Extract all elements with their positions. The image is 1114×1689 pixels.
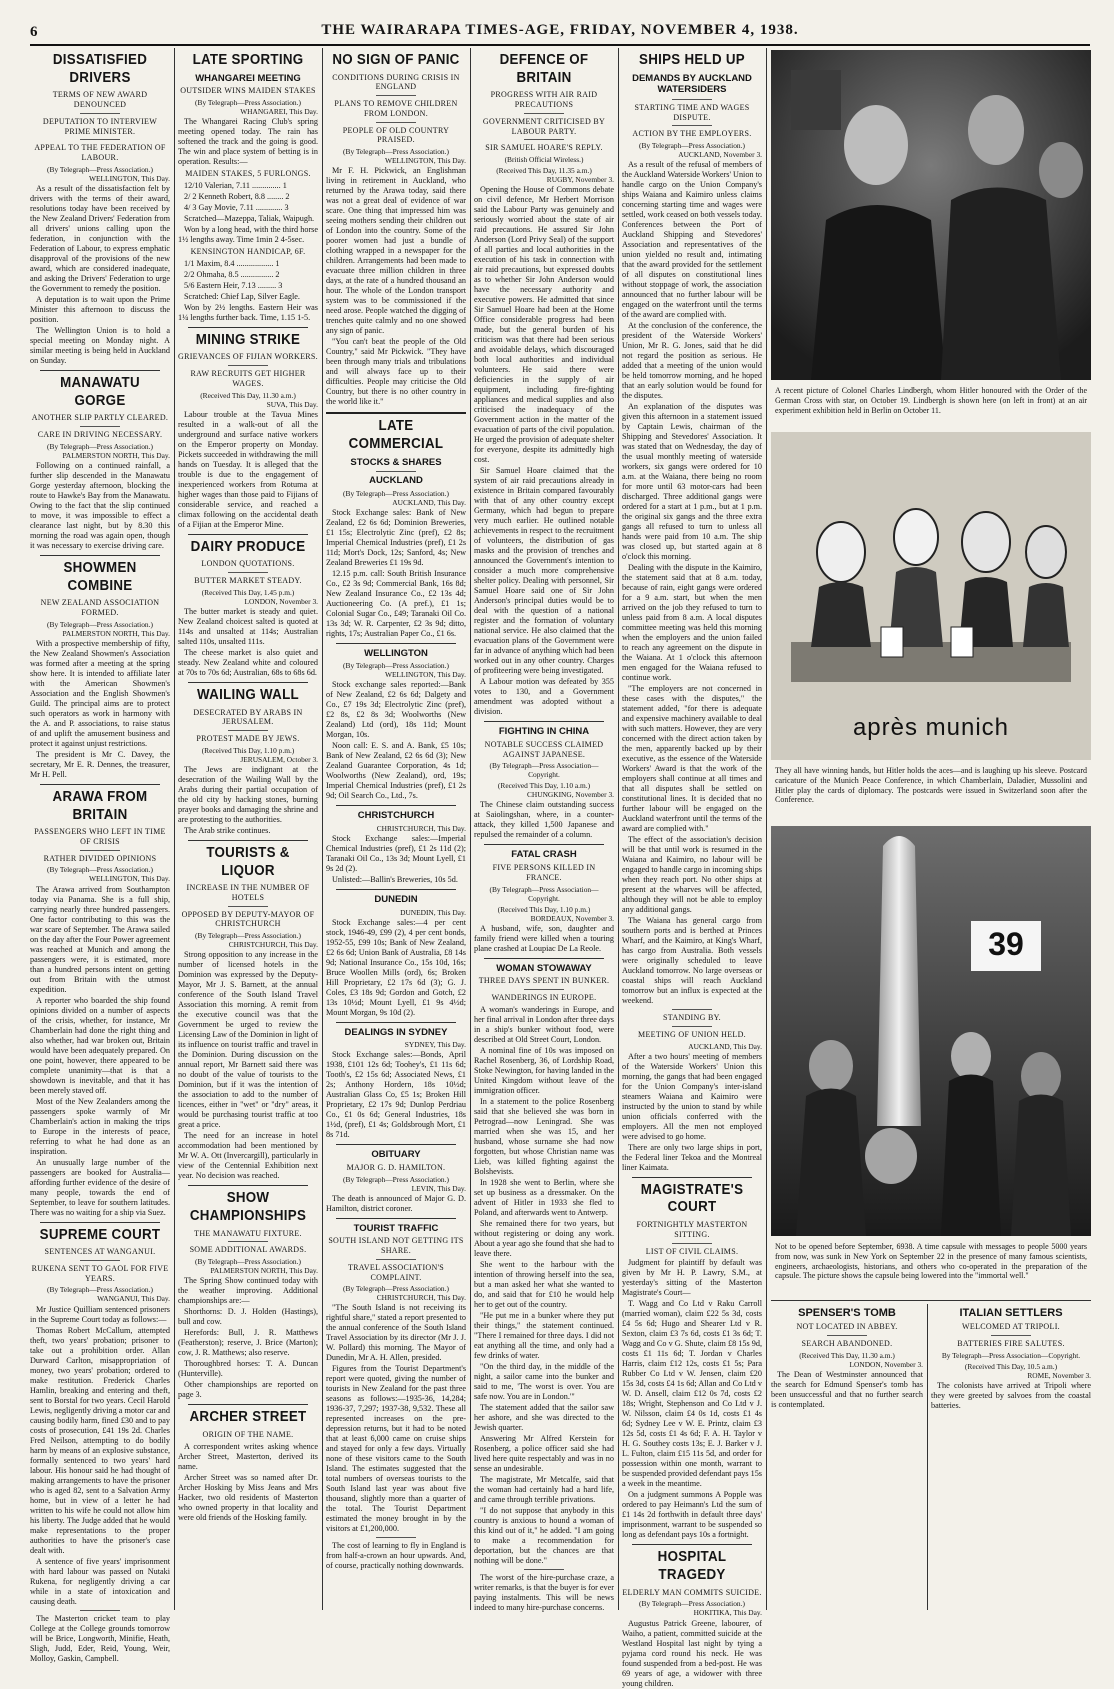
divider <box>376 1537 416 1538</box>
credit-line: (By Telegraph—Press Association.) <box>639 1599 745 1609</box>
subheadline: AUCKLAND <box>369 475 423 487</box>
subheadline: WANDERINGS IN EUROPE. <box>491 992 597 1002</box>
subheadline: RATHER DIVIDED OPINIONS <box>43 853 157 863</box>
subheadline: NEW ZEALAND ASSOCIATION FORMED. <box>40 598 160 617</box>
paragraph: At the conclusion of the conference, the president of the Waterside Workers' Union, Mr R. G. Jones, said that he did not regard the position as serious. He added that a meeting of the union would be held tomorrow morning, and he hoped that an early solution would be found for the disputes. <box>622 321 762 401</box>
dateline: AUCKLAND, This Day. <box>688 1041 762 1051</box>
divider <box>188 682 308 683</box>
subheadline: RAW RECRUITS GET HIGHER WAGES. <box>190 369 306 388</box>
paragraph: An unusually large number of the passengers are booked for Australia—affording further evidence of the desire of many people, towards the end of September, to leave for southern latitudes. There was no waiting for a ship via Suez. <box>30 1157 170 1217</box>
paragraph: As a result of the dissatisfaction felt by drivers with the terms of their award, resolutions today have been received by the New Zealand Drivers' Federation from all drivers' unions calling upon the federation, in conjunction with the Federation of Labour, to express emphatic disapproval of the provisions of the new award, which are considered inadequate, and asking the Drivers' Federation to urge the Government to remedy the position. <box>30 183 170 293</box>
paragraph: The statement added that the sailor saw her ashore, and she was directed to the Jewish quarter. <box>474 1402 614 1432</box>
credit-line: (British Official Wireless.) <box>504 155 584 165</box>
credit-line: (By Telegraph—Press Association.) <box>195 1257 301 1267</box>
paragraph: Sir Samuel Hoare claimed that the system of air raid precautions already in existence in Britain compared favourably with that of any other country except Germany, which had begun to prepare very much earlier. He outlined notable achievements in respect to the recruitment of volunteers, the distribution of gas masks and the provision of trenches and announced the Government's intention to consider a much more comprehensive shelter policy. Dealing with personnel, Sir Samuel Hoare said one of Sir John Anderson's principal duties would be to deal with the question of a national register and the formation of voluntary national service. He also claimed that the evacuation plans of the Government were far in advance of anything which had been worked out in any other country. Charges of profiteering were being investigated. <box>474 466 614 676</box>
column-5 <box>622 48 767 1688</box>
subheadline: TRAVEL ASSOCIATION'S COMPLAINT. <box>347 1262 445 1282</box>
credit-line: (Received This Day, 1.10 p.m.) <box>497 904 591 914</box>
divider <box>524 989 564 990</box>
divider <box>336 889 456 890</box>
subheadline: GRIEVANCES OF FIJIAN WORKERS. <box>178 352 318 362</box>
paragraph: She remained there for two years, but without registering or doing any work. About a year ago she found that she had to leave there. <box>474 1218 614 1258</box>
divider <box>484 721 604 722</box>
subheadline: MEETING OF UNION HELD. <box>638 1029 746 1039</box>
masthead-rule <box>30 44 1090 46</box>
divider <box>484 958 604 959</box>
headline: DISSATISFIED DRIVERS <box>52 52 148 86</box>
divider <box>188 1185 308 1186</box>
spenser-article <box>771 1304 928 1610</box>
divider <box>827 1335 867 1336</box>
paragraph: The magistrate, Mr Metcalfe, said that the woman had certainly had a hard life, and came through terrible privations. <box>474 1474 614 1504</box>
dateline: WANGANUI, This Day. <box>97 1294 170 1304</box>
paragraph: Stock Exchange sales:—4 per cent stock, 1946-49, £99 (2), 4 per cent bonds, 1952-55, £99 10s; Bank of New Zealand, £2 6s 6d; Union Bank of Australia, £8 14s 9d; National Insurance Co., 15s 10d, 16s; Bruce Woollen Mills (ord), 6s; Broken Hill Proprietary, £2 17s 6d (3); G. J. Coles, £3 18s 9d; Gordon and Gotch, £2 13s 10½d; Mount Lyell, £1 9s 4½d; Mount Morgan, 9s 10d (2). <box>326 917 466 1017</box>
credit-line: (By Telegraph—Press Association.) <box>195 931 301 941</box>
credit-line: (Received This Day, 11.30 a.m.) <box>200 390 296 400</box>
paragraph: "The employers are not concerned in these cases with the disputes," the statement added, "for there is adequate and expensive machinery available to deal with such matters. However, they are very concerned with the direct action taken by the men, apparently backed up by their executive, as the essence of the Waterside Workers' Award is that the work of the employers shall continue at all times and that all disputes shall be settled on constitutional lines. It is decided that no further labour will be engaged on the Auckland waterfront until the terms of the award are complied with." <box>622 684 762 834</box>
dateline: SUVA, This Day. <box>266 399 318 409</box>
paragraph: Most of the New Zealanders among the passengers spoke warmly of Mr Chamberlain's action in making the trips to Europe in the interests of peace, referring to what he had done as an inspiration. <box>30 1096 170 1156</box>
paragraph: Won by a long head, with the third horse 1½ lengths away. Time 1min 2 4-5sec. <box>178 224 318 244</box>
headline: ARAWA FROM BRITAIN <box>52 788 148 823</box>
subheadline: LONDON QUOTATIONS. <box>201 559 295 569</box>
credit-line: (By Telegraph—Press Association—Copyright. <box>489 761 599 780</box>
paragraph: With a prospective membership of fifty, the New Zealand Showmen's Association was formed after a meeting at the spring show here. It is intended to affiliate later with the American Showmen's Association and the English Showmen's Guild. The principal aims are to protect such operators as work in harmony with the A. and P. associations, to raise status of and uplift the amusement business and protect it against unjust restrictions. <box>30 638 170 748</box>
divider <box>228 572 268 573</box>
column-1 <box>30 48 175 1663</box>
time-capsule-illustration <box>771 826 1091 1236</box>
subheadline: FIVE PERSONS KILLED IN FRANCE. <box>492 863 596 882</box>
credit-line: (By Telegraph—Press Association.) <box>47 441 153 451</box>
divider <box>524 113 564 114</box>
paragraph: The colonists have arrived at Tripoli where they were greeted by salvoes from the coastal batteries. <box>931 1381 1091 1410</box>
credit-line: (By Telegraph—Press Association.) <box>639 141 745 151</box>
credit-line: (By Telegraph—Press Association.) <box>47 164 153 174</box>
capsule-number: 39 <box>988 926 1024 962</box>
credit-line: (Received This Day, 1.10 p.m.) <box>201 745 295 755</box>
dateline: AUCKLAND, This Day. <box>392 497 466 507</box>
headline: SPENSER'S TOMB <box>798 1307 896 1319</box>
dateline: PALMERSTON NORTH, This Day. <box>62 450 170 460</box>
paragraph: A reporter who boarded the ship found opinions divided on a number of aspects of the crisis, whether, for instance, Mr Chamberlain had done the right thing and also whether, had war broken out, Britain would have been adequately prepared. On one point, however, there appeared to be complete unanimity—that is that a showdown is inevitable, and that it has been merely staved off. <box>30 995 170 1095</box>
dateline: PALMERSTON NORTH, This Day. <box>210 1266 318 1276</box>
divider <box>336 1022 456 1023</box>
paragraph: Following on a continued rainfall, a further slip descended in the Manawatu Gorge yesterday afternoon, blocking the route to Hawke's Bay from the Manawatu. Owing to the fact that the slip continued to move, it was impossible to effect a clearance last night, but by 8.30 this morning the road was again open, though it was necessary to exercise driving care. <box>30 460 170 550</box>
divider <box>672 1243 712 1244</box>
credit-line: (Received This Day, 11.30 a.m.) <box>799 1350 895 1360</box>
divider <box>336 1144 456 1145</box>
time-capsule-photo <box>771 826 1091 1236</box>
headline: DUNEDIN <box>374 894 418 906</box>
paragraph: T. Wagg and Co Ltd v Raku Carroll (married woman), claim £22 5s 3d, costs £4 5s 6d; Hugo and Shearer Ltd v R. Sexton, claim £3 7s 6d, costs £1 3s 6d; T. Wagg and Co v G. Shute, claim £8 15s 9d, costs £1 11s 6d; T. Jordan v Charles Harris, claim £12 12s, costs £1 5s; Para Rubber Co Ltd v W. Jensen, claim £20 15s 3d, costs £4 1s 6d; Allan and Co Ltd v W. D. Ansell, claim £12 0s 7d, costs £2 18s; Wright, Stephenson and Co Ltd v J. W. Nilsson, claim £4 0s 1d, costs £1 4s 6d; Sydney Lee v W. E. Printz, claim £3 12s 5d, costs £1 4s 6d; F. A. H. Taylor v H. G. Southey costs 13s; E. J. Barker v J. L. Fulton, claim £15 11s 5d, and order for possession within one month, warrant to be suspended provided defendant pays 15s a week in the meantime. <box>622 1299 762 1489</box>
divider <box>376 1259 416 1260</box>
subheadline: DEMANDS BY AUCKLAND WATERSIDERS <box>632 72 752 96</box>
paragraph: Unlisted:—Ballin's Breweries, 10s 5d. <box>332 875 458 885</box>
paragraph: The effect of the association's decision will be that until work is resumed in the Waiana and Kaimiro, no labour will be engaged to handle cargo in incoming ships when they reach port. No other ships at present at the wharves will be affected, although they will not be able to employ any additional gangs. <box>622 835 762 915</box>
paragraph: The cost of learning to fly in England is from half-a-crown an hour upwards. And, of course, practically nothing downwards. <box>326 1541 466 1571</box>
subheadline: CONDITIONS DURING CRISIS IN ENGLAND <box>332 72 460 92</box>
divider <box>188 1404 308 1405</box>
subheadline: FORTNIGHTLY MASTERTON SITTING. <box>636 1220 748 1239</box>
paragraph: In a statement to the police Rosenberg said that she believed she was born in Petrograd—now Leningrad. She was married when she was 15, and her husband, whose surname she had now forgotten, but whose Christian name was Lieb, was killed fighting against the Bolshevists. <box>474 1096 614 1176</box>
race-result: 1/1 Maxim, 8.4 .................. 1 <box>184 258 280 268</box>
headline: MANAWATU GORGE <box>60 374 140 409</box>
lindbergh-photo-illustration <box>771 50 1091 380</box>
headline: FATAL CRASH <box>511 849 577 861</box>
divider <box>991 1335 1031 1336</box>
paragraph: As a result of the refusal of members of the Auckland Waterside Workers' Union to handle cargo on the Union Company's ships Waiana and Kaimiro unless claims concerning starting time and wages were settled, work ceased on both vessels today. Conferences between the Port of Auckland Shipping and Stevedores' Association and representatives of the union yielded no result and, intimating that the award provided for the settlement of all disputes on constitutional lines without stoppage of work, the association announced that no further labour will be engaged on the waterfront until the terms of the award are complied with. <box>622 160 762 320</box>
dateline: SYDNEY, This Day. <box>404 1040 466 1050</box>
divider <box>672 1026 712 1027</box>
subheadline: PEOPLE OF OLD COUNTRY PRAISED. <box>342 125 450 145</box>
paragraph: She went to the harbour with the intention of throwing herself into the sea, but a man asked her what she wanted to do, and said that for £10 he would help her to get out of the country. <box>474 1259 614 1309</box>
divider <box>336 1218 456 1219</box>
paragraph: A husband, wife, son, daughter and family friend were killed when a touring plane crashed at Loupiac De La Reole. <box>474 923 614 953</box>
subheadline: PROGRESS WITH AIR RAID PRECAUTIONS <box>490 90 598 110</box>
headline: SUPREME COURT <box>39 1226 161 1243</box>
divider <box>80 113 120 114</box>
dateline: CHRISTCHURCH, This Day. <box>376 824 466 834</box>
divider <box>376 471 416 472</box>
divider <box>40 555 160 556</box>
paragraph: Figures from the Tourist Department's report were quoted, giving the number of tourists in New Zealand for the past three seasons as follows:—1935-36, 14,284; 1936-37, 7,297; 1937-38, 9,532. These all represented increases on the pre-depression returns, but it had to be noted that at least 6,000 came on cruise ships and stayed for only a few days. Virtually none of these visitors came to the South Island. The estimates suggested that the total numbers of overseas tourists to the South Island last year was about five thousand, slightly more than a quarter of the total. The Tourist Department estimated the money brought in by the visitors at £1,200,000. <box>326 1364 466 1534</box>
divider <box>376 95 416 96</box>
dateline: WELLINGTON, This Day. <box>89 874 170 884</box>
divider <box>524 1569 564 1570</box>
paragraph: Judgment for plaintiff by default was given by Mr H. P. Lawry, S.M., at yesterday's sitting of the Masterton Magistrate's Court— <box>622 1258 762 1298</box>
paragraph: On a judgment summons A Popple was ordered to pay Heimann's Ltd the sum of £1 14s 2d forthwith in default three days' imprisonment, warrant to be suspended so long as defendant pays 10s a fortnight. <box>622 1490 762 1540</box>
headline: SHIPS HELD UP <box>639 52 745 68</box>
credit-line: (Received This Day, 1.10 a.m.) <box>497 781 591 791</box>
dateline: ROME, November 3. <box>1027 1370 1091 1380</box>
headline: SHOWMEN COMBINE <box>63 559 137 594</box>
cartoon-label: après munich <box>852 714 1010 741</box>
subheadline: SOUTH ISLAND NOT GETTING ITS SHARE. <box>328 1236 464 1256</box>
subheadline: BATTERIES FIRE SALUTES. <box>957 1339 1065 1349</box>
credit-line: (Received This Day, 11.35 a.m.) <box>496 166 592 176</box>
divider <box>40 784 160 785</box>
divider <box>40 370 160 371</box>
dateline: WELLINGTON, This Day. <box>385 156 466 166</box>
subheadline: WELCOMED AT TRIPOLI. <box>962 1322 1060 1332</box>
subheadline: LIST OF CIVIL CLAIMS. <box>645 1246 739 1256</box>
divider <box>228 365 268 366</box>
divider <box>228 1241 268 1242</box>
paragraph: The Arawa arrived from Southampton today via Panama. She is a full ship, carrying nearly three hundred passengers. One factor contributing to this was the war scare of September. The Arawa sailed on the day after the Four Power agreement was reached at Munich and among the passengers were, it is estimated, more than a hundred persons intent on getting out from Britain with the utmost expedition. <box>30 884 170 994</box>
paragraph: A correspondent writes asking whence Archer Street, Masterton, derived its name. <box>178 1441 318 1471</box>
paragraph: "The South Island is not receiving its rightful share," stated a report presented to the annual conference of the South Island Travel Association by its director (Mr J. J. W. Pollard) this morning. The Mayor of Dunedin, Mr A. H. Allen, presided. <box>326 1303 466 1363</box>
dateline: LONDON, November 3. <box>244 596 318 606</box>
headline: WELLINGTON <box>364 647 428 659</box>
headline: WOMAN STOWAWAY <box>496 962 592 974</box>
divider <box>632 1177 752 1178</box>
credit-line: (By Telegraph—Press Association.) <box>343 488 449 498</box>
subheadline: DEPUTATION TO INTERVIEW PRIME MINISTER. <box>42 116 158 136</box>
divider <box>228 906 268 907</box>
credit-line: (By Telegraph—Press Association.) <box>47 865 153 875</box>
race-result: 12/10 Valerian, 7.11 .............. 1 <box>184 180 287 190</box>
divider <box>80 850 120 851</box>
paragraph: The butter market is steady and quiet. New Zealand choicest salted is quoted at 114s and unsalted at 114s; Australian salted 110s, unsalted 111s. <box>178 606 318 646</box>
dateline: JERUSALEM, October 3. <box>240 754 318 764</box>
credit-line: (By Telegraph—Press Association.) <box>195 98 301 108</box>
paragraph: A woman's wanderings in Europe, and her final arrival in London after three days in a ship's bunker without food, were described at Old Street Court, London. <box>474 1004 614 1044</box>
subheadline: ANOTHER SLIP PARTLY CLEARED. <box>31 413 169 423</box>
subheadline: DESECRATED BY ARABS IN JERUSALEM. <box>193 707 303 727</box>
paragraph: The Arab strike continues. <box>184 825 271 835</box>
credit-line: (By Telegraph—Press Association.) <box>47 619 153 629</box>
paragraph: Archer Street was so named after Dr. Archer Hosking by Miss Jeans and Mrs Hacker, two old residents of Masterton who owned property in that locality and were old friends of the Hosking family. <box>178 1472 318 1522</box>
divider <box>228 730 268 731</box>
subheadline: SIR SAMUEL HOARE'S REPLY. <box>485 143 603 153</box>
race-result: 2/ 2 Kenneth Robert, 8.8 ........ 2 <box>184 191 290 201</box>
subheadline: SOME ADDITIONAL AWARDS. <box>189 1245 307 1255</box>
headline: MAGISTRATE'S COURT <box>640 1181 744 1216</box>
subheadline: SEARCH ABANDONED. <box>801 1339 893 1349</box>
credit-line: (Received This Day, 1.45 p.m.) <box>201 587 295 597</box>
subheadline: PASSENGERS WHO LEFT IN TIME OF CRISIS <box>34 827 166 846</box>
divider <box>326 412 466 414</box>
subheadline: STOCKS & SHARES <box>350 456 442 468</box>
subheadline: MAJOR G. D. HAMILTON. <box>346 1162 446 1172</box>
apres-munich-cartoon <box>771 432 1091 760</box>
subheadline: NOT LOCATED IN ABBEY. <box>796 1322 898 1332</box>
divider <box>484 844 604 845</box>
divider <box>80 1260 120 1261</box>
subheadline: BUTTER MARKET STEADY. <box>194 576 302 586</box>
newspaper-title: THE WAIRARAPA TIMES-AGE, FRIDAY, NOVEMBER 4, 1938. <box>321 22 799 38</box>
column-3 <box>326 48 471 1610</box>
subheadline: STARTING TIME AND WAGES DISPUTE. <box>634 102 750 122</box>
paragraph: Stock exchange sales reported:—Bank of New Zealand, £2 6s 6d; Dalgety and Co., £7 19s 3d; Electrolytic Zinc (pref), £2 8s, £2 8s 3d; Woolworths (New Zealand) Ltd (ord), 18s 11d; Mount Morgan, 10s. <box>326 680 466 740</box>
paragraph: The Spring Show continued today with the weather improving. Additional championships are:— <box>178 1276 318 1306</box>
subheadline: RUKENA SENT TO GAOL FOR FIVE YEARS. <box>31 1263 169 1283</box>
credit-line: (By Telegraph—Press Association—Copyright. <box>489 884 599 903</box>
headline: DAIRY PRODUCE <box>190 538 306 555</box>
paragraph: The need for an increase in hotel accommodation had been mentioned by Mr W. A. Ott (Invercargill), particularly in view of the Centennial Exhibition next year. No decision was reached. <box>178 1131 318 1181</box>
paragraph: Thoroughbred horses: T. A. Duncan (Hunterville). <box>178 1359 318 1379</box>
headline: FIGHTING IN CHINA <box>498 726 590 738</box>
paragraph: "He put me in a bunker where they put their things," the statement continued. "There I remained for three days. I did not eat anything all the time, and only had a few drinks of water. <box>474 1310 614 1360</box>
credit-line: (By Telegraph—Press Association.) <box>343 1174 449 1184</box>
headline: DEFENCE OF BRITAIN <box>499 52 589 86</box>
headline: HOSPITAL TRAGEDY <box>657 1549 727 1583</box>
paragraph: Dealing with the dispute in the Kaimiro, the statement said that at 8 a.m. today, because of rain, eight gangs were ordered for a 9 a.m. start, but when the men arrived on the job they refused to turn to unless paid from 8 a.m. A local disputes committee meeting was held this morning when the employers and the union failed to reach any agreement on the dispute in the Waiana. At 1 o'clock this afternoon men engaged for the Waiana refused to continue work. <box>622 563 762 683</box>
subheadline: SENTENCES AT WANGANUI. <box>44 1247 156 1257</box>
dateline: WELLINGTON, This Day. <box>385 670 466 680</box>
paragraph: The worst of the hire-purchase craze, a writer remarks, is that the buyer is for ever paying instalments. This will be news indeed to many hire-purchase concerns. <box>474 1572 614 1612</box>
dateline: PALMERSTON NORTH, This Day. <box>62 628 170 638</box>
paragraph: "You can't beat the people of the Old Country," said Mr Pickwick. "They have been through many trials and tribulations and will always face up to their difficulties. People may criticise the Old Country, but there is no other country in the world like it." <box>326 337 466 407</box>
subheadline: PROTEST MADE BY JEWS. <box>196 734 300 744</box>
dateline: LONDON, November 3. <box>849 1359 923 1369</box>
credit-line: By Telegraph—Press Association—Copyright. <box>941 1350 1081 1360</box>
race-result: 4/ 3 Gay Movie, 7.11 ............. 3 <box>184 202 289 212</box>
headline: CHRISTCHURCH <box>357 810 435 822</box>
divider <box>188 327 308 328</box>
divider <box>524 139 564 140</box>
headline: WAILING WALL <box>197 686 299 703</box>
race-result: 5/6 Eastern Heir, 7.13 ......... 3 <box>184 280 283 290</box>
dateline: WELLINGTON, This Day. <box>89 173 170 183</box>
headline: OBITUARY <box>371 1149 421 1161</box>
subheadline: GOVERNMENT CRITICISED BY LABOUR PARTY. <box>482 116 606 136</box>
subheadline: THREE DAYS SPENT IN BUNKER. <box>478 976 610 986</box>
dateline: WHANGAREI, This Day. <box>240 107 318 117</box>
paragraph: The Waiana has general cargo from southern ports and is berthed at Princes Wharf, and the Kaimiro, at King's Wharf, has cargo from Australia. Both vessels were originally scheduled to leave Auckland tomorrow. No large overseas or coastal ships will reach Auckland tomorrow but an influx is expected at the weekend. <box>622 916 762 1006</box>
subheadline: PLANS TO REMOVE CHILDREN FROM LONDON. <box>334 99 458 118</box>
subheadline: APPEAL TO THE FEDERATION OF LABOUR. <box>34 143 166 163</box>
race-title: KENSINGTON HANDICAP, 6F. <box>190 246 306 256</box>
paragraph: The Whangarei Racing Club's spring meeting opened today. The rain has softened the track and the going is good. The win and place system of betting is in operation. Results:— <box>178 117 318 167</box>
divider <box>336 643 456 644</box>
paragraph: Mr Justice Quilliam sentenced prisoners in the Supreme Court today as follows:— <box>30 1304 170 1324</box>
paragraph: In 1928 she went to Berlin, where she set up business as a dressmaker. On the advent of Hitler in 1933 she fled to Poland, and afterwards went to Antwerp. <box>474 1177 614 1217</box>
divider <box>632 1544 752 1545</box>
divider <box>771 1300 1091 1301</box>
subheadline: NOTABLE SUCCESS CLAIMED AGAINST JAPANESE. <box>484 739 604 759</box>
headline: SHOW CHAMPIONSHIPS <box>189 1190 307 1224</box>
dateline: CHRISTCHURCH, This Day. <box>376 1293 466 1303</box>
subheadline: OUTSIDER WINS MAIDEN STAKES <box>180 86 316 96</box>
subheadline: ACTION BY THE EMPLOYERS. <box>632 129 752 139</box>
subheadline: WHANGAREI MEETING <box>195 72 301 84</box>
subheadline: THE MANAWATU FIXTURE. <box>194 1228 302 1238</box>
paragraph: An explanation of the disputes was given this afternoon in a statement issued by Captain Lewis, chairman of the Shipping and Stevedores' Association. It was stated that on Wednesday, the day of the usual monthly meeting of waterside workers, six gangs were ordered for 10 a.m. at the Waiana, there being no room for more until 63 motor-cars had been discharged. Three additional gangs were ordered for a start at 1 p.m., but at 1 p.m. the original six gangs and the three extra gangs all refused to turn to unless all hands were paid from 10 a.m. The ship was closed up, but started again at 8 o'clock this morning. <box>622 402 762 562</box>
credit-line: (By Telegraph—Press Association.) <box>343 661 449 671</box>
paragraph: A sentence of five years' imprisonment with hard labour was passed on Nutaki Rukena, for negligently driving a car while in a state of intoxication and causing death. <box>30 1556 170 1606</box>
paragraph: Mr F. H. Pickwick, an Englishman living in retirement in Auckland, who returned by the Arawa today, said there was not a great deal of evidence of war scare. One thing that impressed him was seeing mothers sending their children out of London into the country. Some of the poorer women had just a bundle of clothing wrapped in a newspaper for the children. Arrangements had been made to evacuate three million children in three days, at the rate of a hundred thousand an hour. The whole of the London transport system was to be commissioned if the need arose. People watched the digging of trenches quite calmly and no one showed any sign of panic. <box>326 166 466 336</box>
paragraph: The Chinese claim outstanding success at Saiolingshan, where, in a counter-attack, they killed 1,500 Japanese and repulsed the remainder of a column. <box>474 800 614 840</box>
paragraph: The Jews are indignant at the desecration of the Wailing Wall by the Arabs during their partial occupation of the old city by hacking stones, burning prayer books and damaging the shrine and are protesting to the authorities. <box>178 764 318 824</box>
divider <box>188 840 308 841</box>
paragraph: The Wellington Union is to hold a special meeting on Monday night. A similar meeting is being held in Auckland on Sunday. <box>30 325 170 365</box>
paragraph: 12.15 p.m. call: South British Insurance Co., £2 3s 9d; Commercial Bank, 16s 8d; New Zealand Insurance Co., £2 13s 4d; Auctioneering Co. (A pref.), £1 1s; Colonial Sugar Co., £49; Taranaki Oil Co. 13s 3d; W. R. Carpenter, £2 3s 9d; ditto, rights, 17s; Australian Paper Co., £1 6s. <box>326 568 466 638</box>
paragraph: The Dean of Westminster announced that the search for Edmund Spenser's tomb has been unsuccessful and that no further search is contemplated. <box>771 1369 923 1409</box>
divider <box>376 122 416 123</box>
paragraph: Thomas Robert McCallum, attempted theft, two years' probation; prisoner to take out a prohibition order. Allan Durward Carlton, misappropriation of money, two years' probation; ordered to make restitution. Frederick Charles Hamlin, breaking and entering and theft, sent to Borstal for two years. Cecil Harold Lewis, negligently driving a motor car and causing bodily harm, fined £30 and to pay costs of prosecution, £41 19s 2d. Charles Fred Neilson, attempting to do bodily harm by means of an explosive substance, formally sentenced to two years' hard labour. His honour said he had thought of making arrangements to have the prisoner who is aged 82, sent to a Salvation Army home, but in view of a letter he had written to his wife he could not allow him his liberty. The Judge added that he would make representations to the proper authorities to have the prisoner's case dealt with. <box>30 1325 170 1555</box>
credit-line: (By Telegraph—Press Association.) <box>343 147 449 157</box>
paragraph: The president is Mr C. Davey, the secretary, Mr E. R. Dennes, the treasurer, Mr H. Pell. <box>30 749 170 779</box>
photo-caption: They all have winning hands, but Hitler holds the aces—and is laughing up his sleeve. Postcard caricature of the Munich Peace Conference, in which Chamberlain, Daladier, Mussolini and Hitler play the cards of diplomacy. The postcards were issued in Switzerland soon after the Conference. <box>775 766 1087 805</box>
credit-line: (By Telegraph—Press Association.) <box>343 1284 449 1294</box>
paragraph: After a two hours' meeting of members of the Waterside Workers' Union this morning, the gangs that had been engaged for the Union Company's inter-island steamers Waiana and Kaimiro were instructed by the union to stand by while union officials conferred with the employers. All the men not employed were advised to go home. <box>622 1051 762 1141</box>
paragraph: Shorthorns: D. J. Holden (Hastings), bull and cow. <box>178 1307 318 1327</box>
paragraph: A deputation is to wait upon the Prime Minister this afternoon to discuss the position. <box>30 294 170 324</box>
subheadline: STANDING BY. <box>663 1013 721 1023</box>
paragraph: Augustus Patrick Greene, labourer, of Waiho, a patient, committed suicide at the Westland Hospital last night by tying a pyjama cord round his neck. He was found suspended from a bed-post. He was 69 years of age, a widower with three young children. <box>622 1618 762 1688</box>
dateline: RUGBY, November 3. <box>546 175 614 185</box>
paragraph: There are only two large ships in port, the Federal liner Tekoa and the Montreal liner Kaimata. <box>622 1142 762 1172</box>
paragraph: Scratched: Chief Lap, Silver Eagle. <box>184 291 300 301</box>
dateline: BORDEAUX, November 3. <box>530 913 614 923</box>
paragraph: The cheese market is also quiet and steady. New Zealand white and coloured at 70s to 70s 6d; Australian, 68s to 68s 6d. <box>178 647 318 677</box>
paragraph: "I do not suppose that anybody in this country is anxious to hound a woman of this kind out of it," he added. "I am going to make a recommendation for deportation, but the chances are that nothing will be done." <box>474 1505 614 1565</box>
column-4 <box>474 48 619 1610</box>
headline: LATE COMMERCIAL <box>348 418 444 452</box>
paragraph: Answering Mr Alfred Kerstein for Rosenberg, a police officer said she had lived here quite respectably and was in no sense an undesirable. <box>474 1433 614 1473</box>
italian-settlers-article <box>931 1304 1091 1610</box>
paragraph: The Masterton cricket team to play College at the College grounds tomorrow will be Brice, Longworth, Minifie, Heath, Sligh, Judd, Eder, Reid, Young, Weir, Molloy, Gaskin, Campbell. <box>30 1613 170 1663</box>
headline: ITALIAN SETTLERS <box>959 1307 1063 1319</box>
paragraph: Other championships are reported on page 3. <box>178 1380 318 1400</box>
subheadline: ORIGIN OF THE NAME. <box>202 1429 294 1439</box>
divider <box>672 99 712 100</box>
paragraph: A nominal fine of 10s was imposed on Rachel Rosenberg, 36, of Lordship Road, Stoke Newington, for having landed in the United Kingdom without leave of the immigration officer. <box>474 1045 614 1095</box>
paragraph: Herefords: Bull, J. R. Matthews (Featherston); reserve, J. Brice (Marton); cow, J. R. Matthews; also reserve. <box>178 1328 318 1358</box>
divider <box>188 534 308 535</box>
dateline: CHUNGKING, November 3. <box>526 790 614 800</box>
photo-caption: A recent picture of Colonel Charles Lindbergh, whom Hitler honoured with the Order of the German Cross with star, on October 19. Lindbergh is shown here (on left in front) at an air experiment exhibition held in Berlin on October 11. <box>775 386 1087 415</box>
headline: TOURIST TRAFFIC <box>353 1222 439 1234</box>
paragraph: Stock Exchange sales:—Imperial Chemical Industries (pref), £1 2s 11d (2); Taranaki Oil Co., 13s 3d; Mount Lyell, £1 9s 2d (2). <box>326 834 466 874</box>
headline: NO SIGN OF PANIC <box>332 52 460 68</box>
paragraph: Labour trouble at the Tavua Mines resulted in a walk-out of all the underground and surface native workers on the Emperor property on Monday. Pickets succeeded in withdrawing the mill hands on Tuesday. It is alleged that the trouble is due to the engagement of inexperienced workers from Rotuma at higher wages than those paid to Fijians of considerable service, and reached a climax following on the accidental death of a Fijian at the Emperor Mine. <box>178 409 318 529</box>
divider <box>40 1222 160 1223</box>
page-number: 6 <box>30 24 38 40</box>
dateline: CHRISTCHURCH, This Day. <box>228 940 318 950</box>
divider <box>336 805 456 806</box>
headline: DEALINGS IN SYDNEY <box>344 1026 448 1038</box>
paragraph: Stock Exchange sales:—Bonds, April 1938, £101 12s 6d; Toohey's, £1 11s 6d; Tooth's, £2 15s 6d; Associated News, £1 2s; Anthony Hordern, 18s 10½d; Australian Glass Co, £5 1s; Broken Hill Proprietary, £2 17s 9d; Dunlop Perdriau Co., £1 0s 6d; General Industries, 18s 1½d, (pref), £1 4s; Goldsbrough Mort, £1 8s 71d. <box>326 1050 466 1140</box>
race-result: 2/2 Ohmaha, 8.5 ................ 2 <box>184 269 280 279</box>
paragraph: Scratched—Mazeppa, Taliak, Waipugh. <box>184 213 315 223</box>
subheadline: CARE IN DRIVING NECESSARY. <box>37 430 163 440</box>
paragraph: Won by 2½ lengths. Eastern Heir was 1¼ lengths further back. Time, 1.15 1-5. <box>178 302 318 322</box>
subheadline: TERMS OF NEW AWARD DENOUNCED <box>52 90 148 110</box>
column-2 <box>178 48 323 1610</box>
credit-line: (Received This Day, 10.5 a.m.) <box>964 1361 1058 1371</box>
dateline: AUCKLAND, November 3. <box>678 150 762 160</box>
dateline: HOKITIKA, This Day. <box>693 1608 762 1618</box>
masthead <box>30 22 1090 42</box>
divider <box>672 125 712 126</box>
dateline: DUNEDIN, This Day. <box>400 907 466 917</box>
divider <box>80 1610 120 1611</box>
paragraph: Noon call: E. S. and A. Bank, £5 10s; Bank of New Zealand, £2 6s 6d (3); New Zealand Guarantee Corporation, 4s 1d; Woolworths (New Zealand), ord, 19s; Imperial Chemical Industries (pref), £1 2s 9d; Oil Search Co., Ltd., 7s. <box>326 741 466 801</box>
subheadline: OPPOSED BY DEPUTY-MAYOR OF CHRISTCHURCH <box>181 909 315 929</box>
lindbergh-photo <box>771 50 1091 380</box>
headline: TOURISTS & LIQUOR <box>206 844 290 879</box>
dateline: LEVIN, This Day. <box>411 1183 466 1193</box>
paragraph: A Labour motion was defeated by 355 votes to 130, and a Government amendment was adopted without a division. <box>474 677 614 717</box>
credit-line: (By Telegraph—Press Association.) <box>47 1285 153 1295</box>
paragraph: Stock Exchange sales: Bank of New Zealand, £2 6s 6d; Dominion Breweries, £1 15s; Electrolytic Zinc (pref), £2 8s; Imperial Chemical Industries (pref), £1 2s 11d; Mort's Dock, 12s; Sanford, 4s; New Zealand Breweries £1 19s 9d. <box>326 507 466 567</box>
paragraph: "On the third day, in the middle of the night, a sailor came into the bunker and said to me, 'The worst is over. You are safe now. You are in London.'" <box>474 1361 614 1401</box>
divider <box>80 139 120 140</box>
subheadline: INCREASE IN THE NUMBER OF HOTELS <box>186 883 310 902</box>
headline: LATE SPORTING <box>192 52 304 68</box>
cartoon-illustration <box>771 432 1091 760</box>
paragraph: Strong opposition to any increase in the number of licensed hotels in the Dominion was expressed by the Deputy-Mayor, Mr J. S. Barnett, at the annual conference of the South Island Travel Association this morning. A remit from the executive council was that the Government be urged to review the Licensing Law of the Dominion in light of its influence on tourist traffic and travel in the Dominion. During discussion on the annual report, Mr Barnett said there was no doubt of the value of tourists to the Dominion, but if it was the intention of the association to add to the number of licences, either in "wet" or "dry" areas, it would be purchasing tourist traffic at too great a price. <box>178 950 318 1130</box>
paragraph: Opening the House of Commons debate on civil defence, Mr Herbert Morrison said the Labour Party was genuinely and seriously worried about the state of air raid precautions. He assured Sir John Anderson (Lord Privy Seal) of the support of all parties and local authorities in the execution of his task in connection with air raid precautions, but expressed doubts as to whether Sir John Anderson would have the necessary authority and executive powers. He admitted that since Sir Samuel Hoare had been at the Home Office considerable progress had been made, but the general burden of his criticism was that there had been serious and avoidable delays, which discouraged both local authorities and individual volunteers. He said there were deficiencies in the supply of air equipment, including fire-fighting appliances and medical supplies and also criticised the inadequacy of the Government action in the matter of the evacuation of parts of the civil population. He urged the provision of adequate shelter for everyone, despite its admittedly high cost. <box>474 185 614 465</box>
photo-caption: Not to be opened before September, 6938. A time capsule with messages to people 5000 years from now, was sunk in New York on September 22 in the presence of many famous scientists, engineers, archaeologists, historians, and others who co-operated in the preparation of the capsule. The picture shows the capsule being lowered into the "immortal well." <box>775 1242 1087 1281</box>
subheadline: ELDERLY MAN COMMITS SUICIDE. <box>622 1587 762 1597</box>
divider <box>672 1009 712 1010</box>
paragraph: The death is announced of Major G. D. Hamilton, district coroner. <box>326 1193 466 1213</box>
race-title: MAIDEN STAKES, 5 FURLONGS. <box>185 169 311 179</box>
headline: MINING STRIKE <box>195 331 301 348</box>
divider <box>80 426 120 427</box>
headline: ARCHER STREET <box>189 1409 307 1426</box>
